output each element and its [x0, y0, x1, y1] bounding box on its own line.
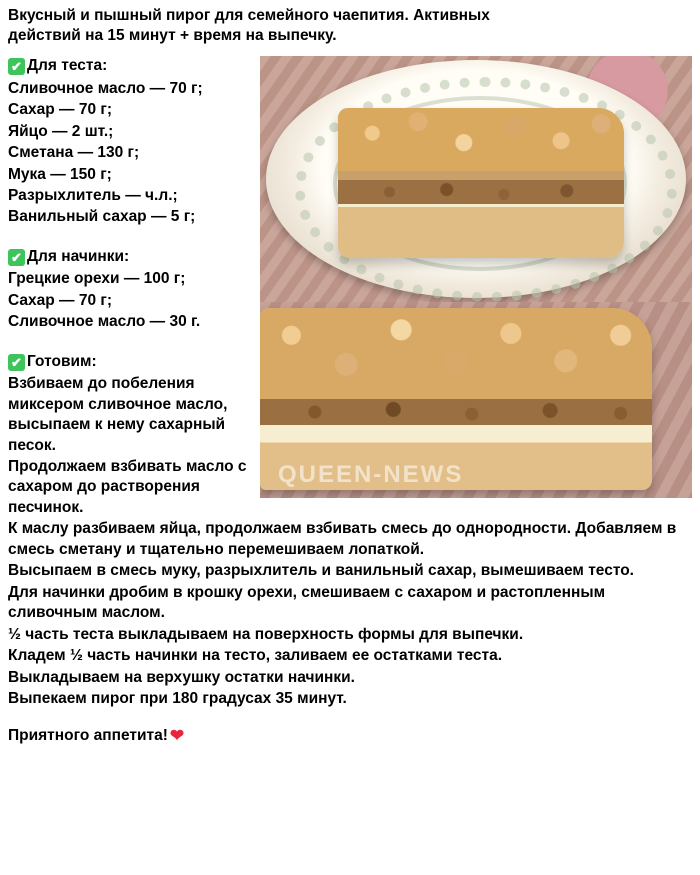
list-item: Продолжаем взбивать масло с сахаром до растворения песчинок.: [8, 457, 247, 516]
intro-line-2: действий на 15 минут + время на выпечку.: [8, 27, 337, 45]
cake-slice-on-plate-photo: [260, 56, 692, 302]
list-item: Взбиваем до побеления миксером сливочное масло, высыпаем к нему сахарный песок.: [8, 375, 228, 454]
outro-text: Приятного аппетита!: [8, 727, 168, 745]
list-item: Сахар — 70 г;: [8, 291, 112, 309]
filling-section-header: [8, 247, 252, 267]
list-item: Мука — 150 г;: [8, 165, 112, 183]
list-item: Разрыхлитель — ч.л.;: [8, 187, 178, 204]
photo-column: [260, 56, 692, 498]
list-item: Выпекаем пирог при 180 градусах 35 минут.: [8, 689, 347, 707]
list-item: Выкладываем на верхушку остатки начинки.: [8, 668, 355, 686]
check-mark-green-icon: ✔: [8, 249, 25, 266]
intro-paragraph: [8, 6, 692, 46]
list-item: Сахар — 70 г;: [8, 101, 112, 119]
list-item: Сливочное масло — 70 г;: [8, 79, 203, 97]
list-item: Для начинки дробим в крошку орехи, смешиваем с сахаром и растопленным сливочным маслом.: [8, 583, 606, 622]
list-item: К маслу разбиваем яйца, продолжаем взбивать смесь до однородности. Добавляем в смесь сметану и тщательно перемешиваем лопаткой.: [8, 520, 677, 558]
dough-section-title: Для теста:: [27, 57, 108, 75]
watermark-text: QUEEN-NEWS: [278, 460, 464, 488]
list-item: Яйцо — 2 шт.;: [8, 122, 114, 140]
list-item: Сметана — 130 г;: [8, 144, 140, 162]
check-mark-green-icon: ✔: [8, 354, 25, 371]
list-item: Ванильный сахар — 5 г;: [8, 208, 196, 226]
list-item: Кладем ½ часть начинки на тесто, заливаем ее остатками теста.: [8, 647, 503, 665]
list-item: ½ часть теста выкладываем на поверхность формы для выпечки.: [8, 625, 524, 643]
list-item: Грецкие орехи — 100 г;: [8, 270, 186, 288]
check-mark-green-icon: ✔: [8, 58, 25, 75]
filling-section-title: Для начинки:: [27, 247, 130, 265]
cake-slice-shape: [338, 108, 624, 258]
outro-line: [8, 725, 692, 747]
cake-closeup-photo: [260, 302, 692, 498]
dough-section-header: [8, 56, 252, 76]
intro-line-1: Вкусный и пышный пирог для семейного чаепития. Активных: [8, 7, 490, 24]
list-item: Сливочное масло — 30 г.: [8, 313, 201, 331]
heart-icon: ❤: [169, 726, 185, 746]
cooking-section-header: [8, 352, 252, 372]
cooking-section-title: Готовим:: [27, 352, 97, 370]
list-item: Высыпаем в смесь муку, разрыхлитель и ванильный сахар, вымешиваем тесто.: [8, 562, 634, 580]
